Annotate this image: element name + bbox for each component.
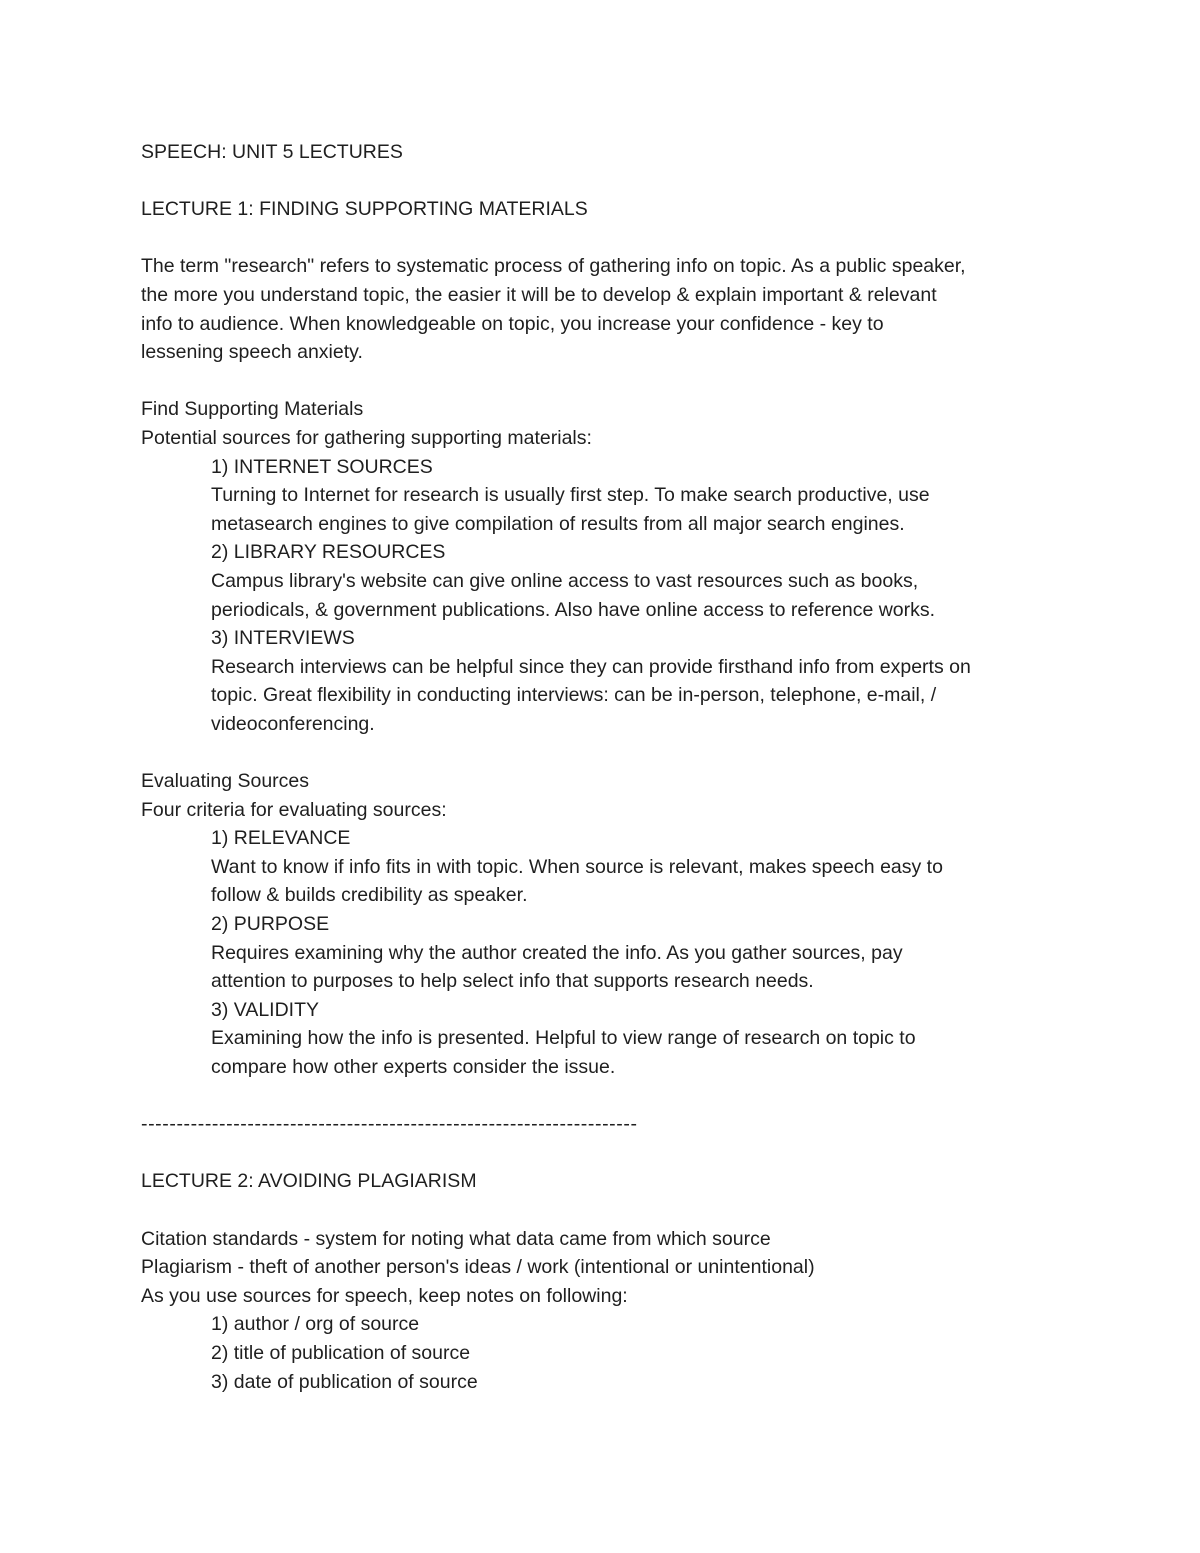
list-item	[141, 910, 1081, 996]
list-item-text: Turning to Internet for research is usually first step. To make search productive, use	[211, 484, 930, 507]
section-lead: Four criteria for evaluating sources:	[141, 798, 447, 821]
list-item-text: periodicals, & government publications. Also have online access to reference works.	[211, 598, 936, 621]
spacer	[141, 367, 1081, 396]
body-line: As you use sources for speech, keep notes on following:	[141, 1284, 628, 1307]
lecture-1-intro-paragraph	[141, 252, 1081, 366]
list-item-label: 1) INTERNET SOURCES	[211, 455, 433, 478]
intro-line: The term "research" refers to systematic process of gathering info on topic. As a public speaker,	[141, 255, 966, 278]
intro-line: the more you understand topic, the easier it will be to develop & explain important & relevant	[141, 283, 937, 306]
list-item: 2) title of publication of source	[211, 1341, 471, 1364]
list-item-text: videoconferencing.	[211, 712, 375, 735]
spacer	[141, 224, 1081, 253]
list-item-text: topic. Great flexibility in conducting interviews: can be in-person, telephone, e-mail, /	[211, 684, 937, 707]
list-item	[141, 453, 1081, 539]
list-item-label: 3) VALIDITY	[211, 998, 320, 1021]
list-item-text: follow & builds credibility as speaker.	[211, 884, 528, 907]
section-heading: Find Supporting Materials	[141, 398, 364, 421]
section-heading: Evaluating Sources	[141, 770, 310, 793]
list-item-text: Requires examining why the author created the info. As you gather sources, pay	[211, 941, 903, 964]
list-item-text: compare how other experts consider the issue.	[211, 1056, 616, 1078]
spacer	[141, 1082, 1081, 1111]
section-divider: ----------------------------------------------------------------------	[141, 1113, 638, 1136]
list-item-text: metasearch engines to give compilation of results from all major search engines.	[211, 512, 905, 535]
list-item	[141, 996, 1081, 1082]
list-item	[141, 624, 1081, 738]
list-item-label: 3) INTERVIEWS	[211, 627, 355, 650]
list-item: 1) author / org of source	[211, 1313, 420, 1336]
list-item-text: Research interviews can be helpful since they can provide firsthand info from experts on	[211, 655, 971, 678]
list-item-label: 2) LIBRARY RESOURCES	[211, 541, 446, 564]
lecture-1-heading: LECTURE 1: FINDING SUPPORTING MATERIALS	[141, 198, 588, 221]
list-item-label: 1) RELEVANCE	[211, 827, 351, 850]
spacer	[141, 1139, 1081, 1168]
lecture-2-body	[141, 1225, 1081, 1397]
list-item-text: Want to know if info fits in with topic. When source is relevant, makes speech easy to	[211, 855, 943, 878]
spacer	[141, 1196, 1081, 1225]
note-list	[141, 1310, 1081, 1396]
list-item-label: 2) PURPOSE	[211, 913, 330, 936]
spacer	[141, 738, 1081, 767]
intro-line: info to audience. When knowledgeable on topic, you increase your confidence - key to	[141, 312, 884, 335]
list-item-text: Campus library's website can give online access to vast resources such as books,	[211, 569, 919, 592]
list-item	[141, 824, 1081, 910]
list-item: 3) date of publication of source	[211, 1370, 478, 1393]
lecture-2-heading: LECTURE 2: AVOIDING PLAGIARISM	[141, 1170, 477, 1193]
body-line: Plagiarism - theft of another person's ideas / work (intentional or unintentional)	[141, 1256, 815, 1279]
body-line: Citation standards - system for noting what data came from which source	[141, 1227, 771, 1250]
spacer	[141, 167, 1081, 196]
evaluating-sources-section	[141, 767, 1081, 1082]
list-item-text: attention to purposes to help select info that supports research needs.	[211, 970, 814, 993]
list-item-text: Examining how the info is presented. Helpful to view range of research on topic to	[211, 1027, 916, 1050]
section-lead: Potential sources for gathering supporting materials:	[141, 426, 592, 449]
find-supporting-materials-section	[141, 395, 1081, 738]
document-title: SPEECH: UNIT 5 LECTURES	[141, 141, 403, 163]
document-page	[141, 138, 1081, 1396]
list-item	[141, 538, 1081, 624]
intro-line: lessening speech anxiety.	[141, 341, 363, 364]
